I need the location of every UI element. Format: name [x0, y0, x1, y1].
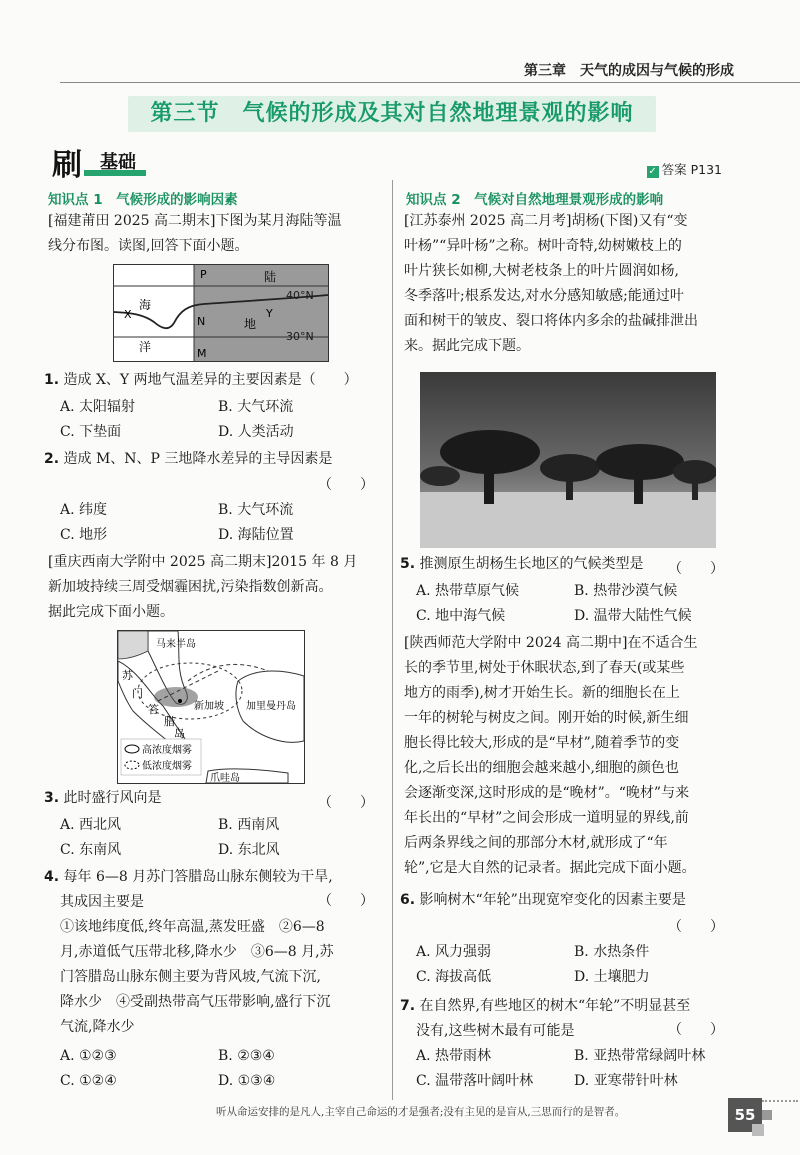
high-smog-area — [154, 687, 198, 707]
question-6 — [400, 888, 686, 913]
logo-sub: 基础 — [100, 152, 136, 173]
footer-dots — [762, 1100, 798, 1105]
q2-stem: 造成 M、N、P 三地降水差异的主导因素是 — [63, 451, 333, 467]
check-icon: ✓ — [648, 166, 657, 177]
legend-high-label: 高浓度烟雾 — [142, 745, 192, 756]
isotherm-map — [113, 264, 329, 362]
q4-line-1: 每年 6—8 月苏门答腊岛山脉东侧较为干旱, — [63, 869, 333, 885]
label-n: N — [197, 315, 206, 328]
legend-low-label: 低浓度烟雾 — [142, 761, 192, 772]
q5-stem: 推测原生胡杨生长地区的气候类型是 — [419, 556, 644, 572]
answer-ref-text: 答案 P131 — [661, 162, 722, 177]
populus-photo — [420, 372, 716, 548]
photo-ground — [420, 492, 716, 548]
intro4-line-3: 地方的雨季),树才开始生长。新的细胞长在上 — [404, 685, 680, 701]
footer-square-1 — [762, 1110, 772, 1120]
lat-30n: 30°N — [286, 330, 314, 343]
q7-number: 7. — [400, 998, 416, 1014]
label-kalimantan: 加里曼丹岛 — [246, 701, 296, 712]
q4-option-a[interactable]: A. ①②③ — [60, 1048, 117, 1064]
q3-answer-paren[interactable]: （ ） — [318, 795, 374, 811]
label-p: P — [200, 268, 207, 281]
intro3-line-6: 来。据此完成下题。 — [404, 338, 530, 354]
label-da: 答 — [148, 703, 159, 716]
q4-line-4: 月,赤道低气压带北移,降水少 ③6—8 月,苏 — [60, 944, 334, 960]
logo-shua-char: 刷 — [52, 148, 82, 183]
knowledge-point-1: 知识点 1 气候形成的影响因素 — [48, 192, 238, 208]
label-men: 门 — [132, 687, 143, 700]
question-3 — [44, 786, 162, 811]
q2-number: 2. — [44, 451, 60, 467]
intro4-line-4: 一年的树轮与树皮之间。刚开始的时候,新生细 — [404, 710, 689, 726]
intro2-line-3: 据此完成下面小题。 — [48, 604, 174, 620]
q4-number: 4. — [44, 869, 60, 885]
intro3-line-4: 冬季落叶;根系发达,对水分感知敏感;能通过叶 — [404, 288, 684, 304]
intro4-line-7: 会逐渐变深,这时形成的是“晚材”。“晚材”与来 — [404, 785, 690, 801]
label-y: Y — [266, 307, 273, 320]
q2-option-a[interactable]: A. 纬度 — [60, 502, 108, 518]
intro4-line-2: 长的季节里,树处于休眠状态,到了春天(或某些 — [404, 660, 685, 676]
q4-line-2: 其成因主要是 — [60, 894, 144, 910]
question-2 — [44, 447, 332, 472]
q6-stem: 影响树木“年轮”出现宽窄变化的因素主要是 — [419, 892, 686, 908]
q4-line-3: ①该地纬度低,终年高温,蒸发旺盛 ②6—8 — [60, 919, 325, 935]
label-ocean: 洋 — [139, 340, 152, 354]
label-land2: 地 — [244, 317, 257, 331]
footer-square-2 — [752, 1124, 764, 1136]
intro1-line-2: 线分布图。读图,回答下面小题。 — [48, 238, 249, 254]
q2-option-d[interactable]: D. 海陆位置 — [218, 527, 294, 543]
question-4 — [44, 865, 333, 890]
q2-option-b[interactable]: B. 大气环流 — [218, 502, 294, 518]
intro4-line-1: [陕西师范大学附中 2024 高二期中]在不适合生 — [404, 635, 698, 651]
q5-number: 5. — [400, 556, 416, 572]
q1-option-c[interactable]: C. 下垫面 — [60, 424, 122, 440]
footer-motto: 听从命运安排的是凡人,主宰自己命运的才是强者;没有主见的是盲从,三思而行的是智者。 — [216, 1106, 626, 1118]
section-banner — [128, 96, 656, 132]
tree-trunk-3 — [634, 468, 643, 504]
q2-answer-paren[interactable]: （ ） — [318, 477, 374, 493]
q4-option-c[interactable]: C. ①②④ — [60, 1073, 117, 1089]
q4-answer-paren[interactable]: （ ） — [318, 893, 374, 909]
q6-answer-paren[interactable]: （ ） — [668, 919, 724, 935]
q4-line-5: 门答腊岛山脉东侧主要为背风坡,气流下沉, — [60, 969, 321, 985]
q7-option-d[interactable]: D. 亚寒带针叶林 — [574, 1073, 678, 1089]
q6-option-a[interactable]: A. 风力强弱 — [416, 944, 492, 960]
q5-option-d[interactable]: D. 温带大陆性气候 — [574, 608, 692, 624]
q7-line-2: 没有,这些树木最有可能是 — [416, 1023, 575, 1039]
label-sea: 海 — [139, 298, 152, 312]
page-number: 55 — [728, 1098, 762, 1132]
q5-option-a[interactable]: A. 热带草原气候 — [416, 583, 520, 599]
tree-trunk-2 — [566, 472, 573, 500]
q3-option-c[interactable]: C. 东南风 — [60, 842, 122, 858]
q7-answer-paren[interactable]: （ ） — [668, 1022, 724, 1038]
q3-option-a[interactable]: A. 西北风 — [60, 817, 122, 833]
section-title: 第三节 气候的形成及其对自然地理景观的影响 — [150, 101, 634, 126]
intro4-line-5: 胞长得比较大,形成的是“早材”,随着季节的变 — [404, 735, 680, 751]
lat-40n: 40°N — [286, 289, 314, 302]
q3-option-b[interactable]: B. 西南风 — [218, 817, 280, 833]
intro4-line-6: 化,之后长出的细胞会越来越小,细胞的颜色也 — [404, 760, 679, 776]
smog-map — [117, 630, 305, 784]
populus-photo-svg — [420, 372, 716, 548]
intro2-line-2: 新加坡持续三周受烟霾困扰,污染指数创新高。 — [48, 579, 333, 595]
header-rule — [60, 82, 800, 83]
label-x: X — [124, 308, 132, 321]
intro3-line-1: [江苏泰州 2025 高二月考]胡杨(下图)又有“变 — [404, 213, 688, 229]
q6-option-d[interactable]: D. 土壤肥力 — [574, 969, 650, 985]
question-1 — [44, 368, 358, 393]
intro3-line-5: 面和树干的皱皮、裂口将体内多余的盐碱排泄出 — [404, 313, 698, 329]
intro3-line-3: 叶片狭长如柳,大树老枝条上的叶片圆润如杨, — [404, 263, 679, 279]
q7-option-a[interactable]: A. 热带雨林 — [416, 1048, 492, 1064]
q6-option-c[interactable]: C. 海拔高低 — [416, 969, 492, 985]
q4-option-d[interactable]: D. ①③④ — [218, 1073, 276, 1089]
singapore-dot — [178, 699, 182, 703]
intro1-line-1: [福建莆田 2025 高二期末]下图为某月海陆等温 — [48, 213, 342, 229]
question-7 — [400, 994, 690, 1019]
q7-line-1: 在自然界,有些地区的树木“年轮”不明显甚至 — [419, 998, 691, 1014]
label-m: M — [197, 347, 207, 360]
shua-jichu-logo — [42, 140, 202, 183]
q4-option-b[interactable]: B. ②③④ — [218, 1048, 275, 1064]
q1-option-d[interactable]: D. 人类活动 — [218, 424, 294, 440]
q6-number: 6. — [400, 892, 416, 908]
q3-stem: 此时盛行风向是 — [63, 790, 162, 806]
smog-map-svg — [118, 631, 304, 783]
column-divider — [392, 180, 393, 1100]
q5-answer-paren[interactable]: （ ） — [668, 561, 724, 577]
q3-option-d[interactable]: D. 东北风 — [218, 842, 280, 858]
q3-number: 3. — [44, 790, 60, 806]
intro3-line-2: 叶杨”“异叶杨”之称。树叶奇特,幼树嫩枝上的 — [404, 238, 682, 254]
q1-option-b[interactable]: B. 大气环流 — [218, 399, 294, 415]
label-dao: 岛 — [174, 727, 185, 740]
tree-trunk-4 — [692, 476, 698, 500]
label-malay: 马来半岛 — [156, 639, 196, 650]
tree-trunk-1 — [484, 460, 494, 504]
answer-ref — [647, 160, 722, 178]
label-land1: 陆 — [264, 270, 277, 284]
q5-option-c[interactable]: C. 地中海气候 — [416, 608, 506, 624]
q2-option-c[interactable]: C. 地形 — [60, 527, 108, 543]
q5-option-b[interactable]: B. 热带沙漠气候 — [574, 583, 678, 599]
q1-stem: 造成 X、Y 两地气温差异的主要因素是（ ） — [63, 372, 358, 388]
intro4-line-8: 年长出的“早材”之间会形成一道明显的界线,前 — [404, 810, 689, 826]
label-singapore: 新加坡 — [194, 701, 224, 712]
q7-option-c[interactable]: C. 温带落叶阔叶林 — [416, 1073, 534, 1089]
q1-number: 1. — [44, 372, 60, 388]
label-java: 爪哇岛 — [210, 773, 240, 783]
label-su: 苏 — [122, 669, 133, 682]
label-la: 腊 — [164, 715, 175, 728]
intro2-line-1: [重庆西南大学附中 2025 高二期末]2015 年 8 月 — [48, 554, 358, 570]
intro4-line-9: 后两条界线之间的那部分木材,就形成了“年 — [404, 835, 668, 851]
q7-option-b[interactable]: B. 亚热带常绿阔叶林 — [574, 1048, 706, 1064]
isotherm-map-svg — [114, 265, 328, 361]
land-area — [194, 265, 328, 361]
knowledge-point-2: 知识点 2 气候对自然地理景观形成的影响 — [406, 192, 664, 208]
q4-line-6: 降水少 ④受副热带高气压带影响,盛行下沉 — [60, 994, 331, 1010]
chapter-header: 第三章 天气的成因与气候的形成 — [524, 63, 734, 79]
question-5 — [400, 552, 644, 577]
q4-line-7: 气流,降水少 — [60, 1019, 135, 1035]
land-north — [118, 631, 148, 659]
tree-canopy-5 — [420, 466, 460, 486]
q6-option-b[interactable]: B. 水热条件 — [574, 944, 650, 960]
intro4-line-10: 轮”,它是大自然的记录者。据此完成下面小题。 — [404, 860, 696, 876]
q1-option-a[interactable]: A. 太阳辐射 — [60, 399, 136, 415]
